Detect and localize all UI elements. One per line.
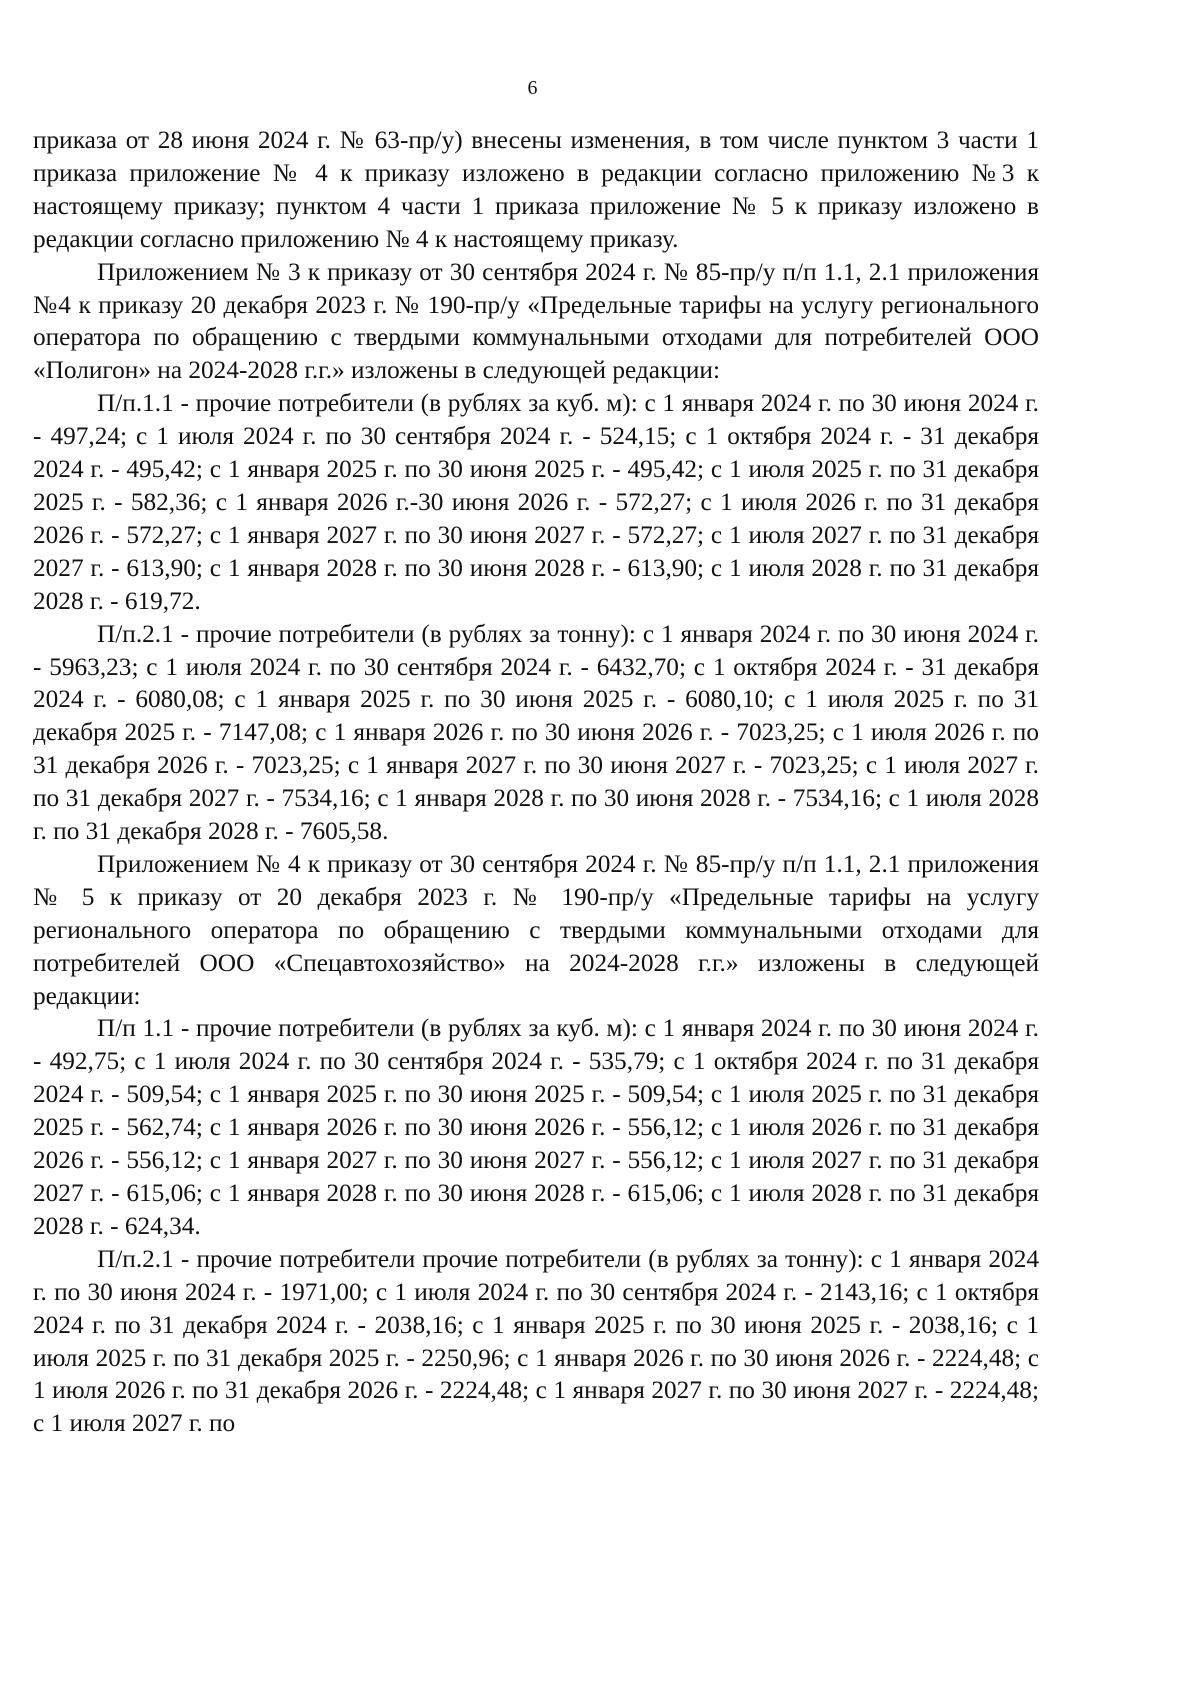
paragraph-specavto-tariff-ton: П/п.2.1 - прочие потребители прочие потребители (в рублях за тонну): с 1 января 2024 г. по 30 июня 2024 г. - 1971,00; с 1 июля 2024 г. по 30 сентября 2024 г. - 2143,16; с 1 октября 2024 г. по 31 декабря 2024 г. - 2038,16; с 1 января 2025 г. по 30 июня 2025 г. - 2038,16; с 1 июля 2025 г. по 31 декабря 2025 г. - 2250,96; с 1 января 2026 г. по 30 июня 2026 г. - 2224,48; с 1 июля 2026 г. по 31 декабря 2026 г. - 2224,48; с 1 января 2027 г. по 30 июня 2027 г. - 2224,48; с 1 июля 2027 г. по — [33, 1244, 1039, 1438]
paragraph-appendix-4-intro: Приложением № 4 к приказу от 30 сентября 2024 г. № 85-пр/у п/п 1.1, 2.1 приложения № 5 к приказу от 20 декабря 2023 г. № 190-пр/у «Предельные тарифы на услугу регионального оператора по обращению с твердыми коммунальными отходами для потребителей ООО «Спецавтохозяйство» на 2024-2028 г.г.» изложены в следующей редакции: — [33, 849, 1039, 1010]
page-number: 6 — [527, 77, 538, 99]
document-body — [33, 124, 1039, 1440]
paragraph-specavto-tariff-cubic: П/п 1.1 - прочие потребители (в рублях за куб. м): с 1 января 2024 г. по 30 июня 2024 г. - 492,75; с 1 июля 2024 г. по 30 сентября 2024 г. - 535,79; с 1 октября 2024 г. по 31 декабря 2024 г. - 509,54; с 1 января 2025 г. по 30 июня 2025 г. - 509,54; с 1 июля 2025 г. по 31 декабря 2025 г. - 562,74; с 1 января 2026 г. по 30 июня 2026 г. - 556,12; с 1 июля 2026 г. по 31 декабря 2026 г. - 556,12; с 1 января 2027 г. по 30 июня 2027 г. - 556,12; с 1 июля 2027 г. по 31 декабря 2027 г. - 615,06; с 1 января 2028 г. по 30 июня 2028 г. - 615,06; с 1 июля 2028 г. по 31 декабря 2028 г. - 624,34. — [33, 1014, 1039, 1240]
paragraph-continuation: приказа от 28 июня 2024 г. № 63-пр/у) внесены изменения, в том числе пунктом 3 части 1 приказа приложение № 4 к приказу изложено в редакции согласно приложению №3 к настоящему приказу; пунктом 4 части 1 приказа приложение № 5 к приказу изложено в редакции согласно приложению № 4 к настоящему приказу. — [33, 126, 1039, 253]
paragraph-poligon-tariff-cubic: П/п.1.1 - прочие потребители (в рублях за куб. м): с 1 января 2024 г. по 30 июня 2024 г. - 497,24; с 1 июля 2024 г. по 30 сентября 2024 г. - 524,15; с 1 октября 2024 г. - 31 декабря 2024 г. - 495,42; с 1 января 2025 г. по 30 июня 2025 г. - 495,42; с 1 июля 2025 г. по 31 декабря 2025 г. - 582,36; с 1 января 2026 г.-30 июня 2026 г. - 572,27; с 1 июля 2026 г. по 31 декабря 2026 г. - 572,27; с 1 января 2027 г. по 30 июня 2027 г. - 572,27; с 1 июля 2027 г. по 31 декабря 2027 г. - 613,90; с 1 января 2028 г. по 30 июня 2028 г. - 613,90; с 1 июля 2028 г. по 31 декабря 2028 г. - 619,72. — [33, 389, 1039, 615]
paragraph-appendix-3-intro: Приложением № 3 к приказу от 30 сентября 2024 г. № 85-пр/у п/п 1.1, 2.1 приложения №4 к приказу 20 декабря 2023 г. № 190-пр/у «Предельные тарифы на услугу регионального оператора по обращению с твердыми коммунальными отходами для потребителей ООО «Полигон» на 2024-2028 г.г.» изложены в следующей редакции: — [33, 257, 1039, 385]
paragraph-poligon-tariff-ton: П/п.2.1 - прочие потребители (в рублях за тонну): с 1 января 2024 г. по 30 июня 2024 г. - 5963,23; с 1 июля 2024 г. по 30 сентября 2024 г. - 6432,70; с 1 октября 2024 г. - 31 декабря 2024 г. - 6080,08; с 1 января 2025 г. по 30 июня 2025 г. - 6080,10; с 1 июля 2025 г. по 31 декабря 2025 г. - 7147,08; с 1 января 2026 г. по 30 июня 2026 г. - 7023,25; с 1 июля 2026 г. по 31 декабря 2026 г. - 7023,25; с 1 января 2027 г. по 30 июня 2027 г. - 7023,25; с 1 июля 2027 г. по 31 декабря 2027 г. - 7534,16; с 1 января 2028 г. по 30 июня 2028 г. - 7534,16; с 1 июля 2028 г. по 31 декабря 2028 г. - 7605,58. — [33, 619, 1039, 846]
